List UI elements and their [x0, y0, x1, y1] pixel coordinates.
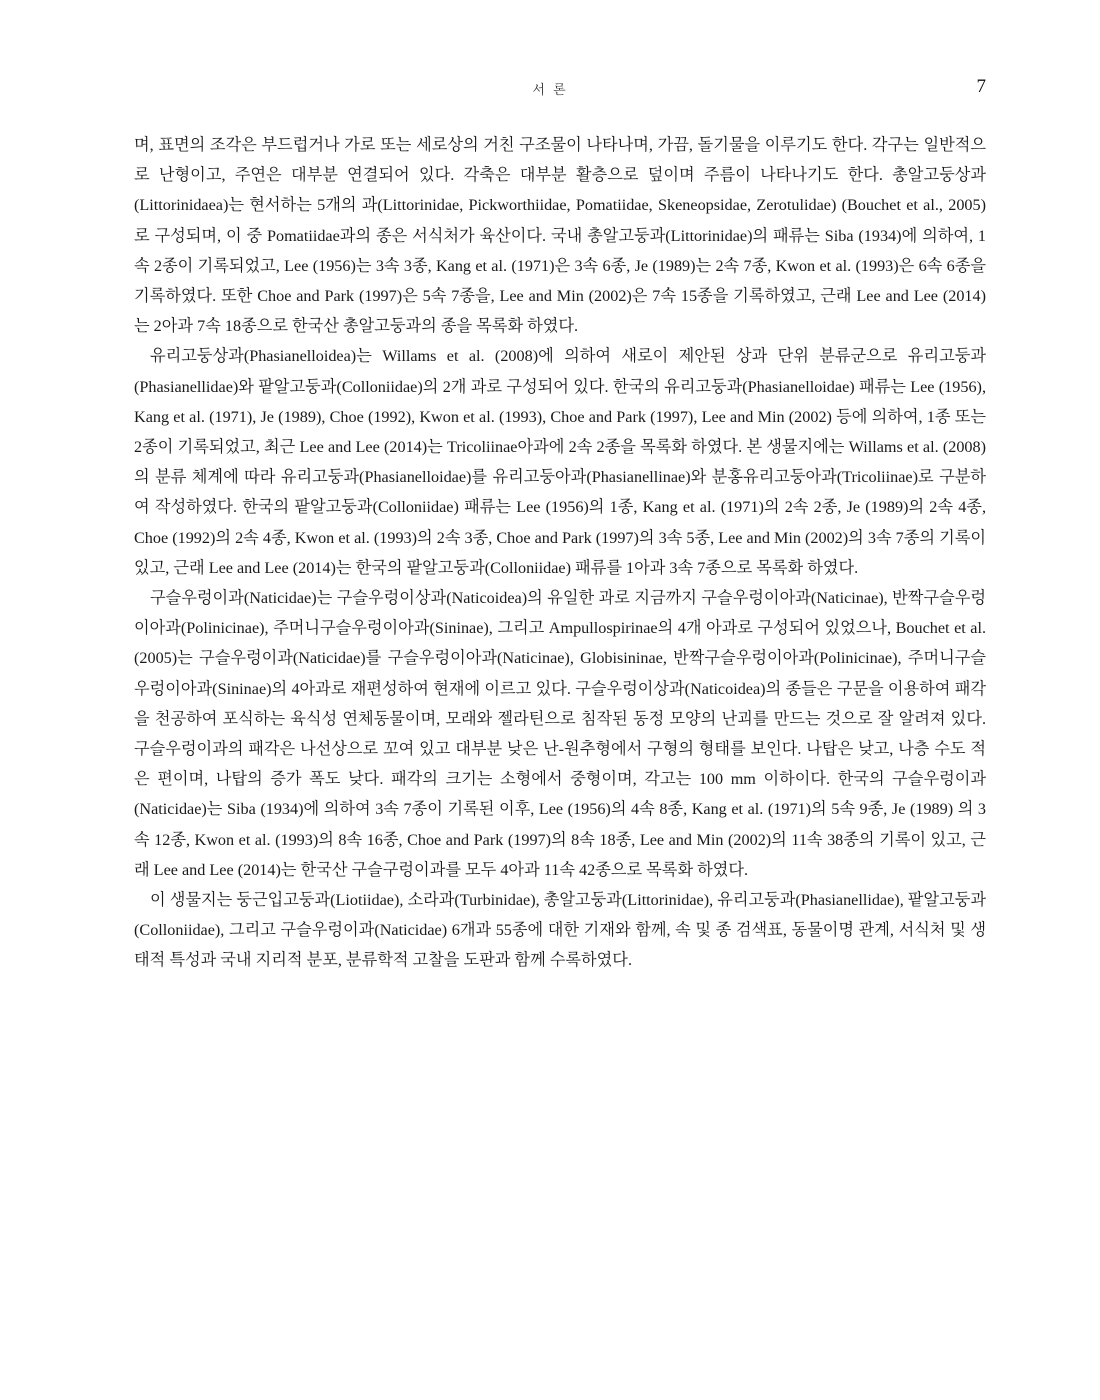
running-head: 서 론 — [532, 83, 568, 98]
page-number: 7 — [976, 76, 986, 97]
paragraph-1: 며, 표면의 조각은 부드럽거나 가로 또는 세로상의 거친 구조물이 나타나며, 가끔, 돌기물을 이루기도 한다. 각구는 일반적으로 난형이고, 주연은 대부분 연결되어 있다. 각축은 대부분 활층으로 덮이며 주름이 나타나기도 한다. 총알고둥상과(Littorinidaea)는 현서하는 5개의 과(Littorinidae, Pickworthiidae, Pomatiidae, Skeneopsidae, Zerotulidae) (Bouchet et al., 2005)로 구성되며, 이 중 Pomatiidae과의 종은 서식처가 육산이다. 국내 총알고둥과(Littorinidae)의 패류는 Siba (1934)에 의하여, 1속 2종이 기록되었고, Lee (1956)는 3속 3종, Kang et al. (1971)은 3속 6종, Je (1989)는 2속 7종, Kwon et al. (1993)은 6속 6종을 기록하였다. 또한 Choe and Park (1997)은 5속 7종을, Lee and Min (2002)은 7속 15종을 기록하였고, 근래 Lee and Lee (2014)는 2아과 7속 18종으로 한국산 총알고둥과의 종을 목록화 하였다. — [134, 136, 986, 336]
body-text — [134, 130, 986, 976]
paragraph-2: 유리고둥상과(Phasianelloidea)는 Willams et al. (2008)에 의하여 새로이 제안된 상과 단위 분류군으로 유리고둥과(Phasianellidae)와 팥알고둥과(Colloniidae)의 2개 과로 구성되어 있다. 한국의 유리고둥과(Phasianelloidae) 패류는 Lee (1956), Kang et al. (1971), Je (1989), Choe (1992), Kwon et al. (1993), Choe and Park (1997), Lee and Min (2002) 등에 의하여, 1종 또는 2종이 기록되었고, 최근 Lee and Lee (2014)는 Tricoliinae아과에 2속 2종을 목록화 하였다. 본 생물지에는 Willams et al. (2008)의 분류 체계에 따라 유리고둥과(Phasianelloidae)를 유리고둥아과(Phasianellinae)와 분홍유리고둥아과(Tricoliinae)로 구분하여 작성하였다. 한국의 팥알고둥과(Colloniidae) 패류는 Lee (1956)의 1종, Kang et al. (1971)의 2속 2종, Je (1989)의 2속 4종, Choe (1992)의 2속 4종, Kwon et al. (1993)의 2속 3종, Choe and Park (1997)의 3속 5종, Lee and Min (2002)의 3속 7종의 기록이 있고, 근래 Lee and Lee (2014)는 한국의 팥알고둥과(Colloniidae) 패류를 1아과 3속 7종으로 목록화 하였다. — [134, 347, 986, 577]
paragraph-4: 이 생물지는 둥근입고둥과(Liotiidae), 소라과(Turbinidae), 총알고둥과(Littorinidae), 유리고둥과(Phasianellidae), 팥알고둥과(Colloniidae), 그리고 구슬우렁이과(Naticidae) 6개과 55종에 대한 기재와 함께, 속 및 종 검색표, 동물이명 관계, 서식처 및 생태적 특성과 국내 지리적 분포, 분류학적 고찰을 도판과 함께 수록하였다. — [134, 891, 986, 970]
paragraph-3: 구슬우렁이과(Naticidae)는 구슬우렁이상과(Naticoidea)의 유일한 과로 지금까지 구슬우렁이아과(Naticinae), 반짝구슬우렁이아과(Polinicinae), 주머니구슬우렁이아과(Sininae), 그리고 Ampullospirinae의 4개 아과로 구성되어 있었으나, Bouchet et al. (2005)는 구슬우렁이과(Naticidae)를 구슬우렁이아과(Naticinae), Globisininae, 반짝구슬우렁이아과(Polinicinae), 주머니구슬우렁이아과(Sininae)의 4아과로 재편성하여 현재에 이르고 있다. 구슬우렁이상과(Naticoidea)의 종들은 구문을 이용하여 패각을 천공하여 포식하는 육식성 연체동물이며, 모래와 젤라틴으로 침작된 동정 모양의 난괴를 만드는 것으로 잘 알려져 있다. 구슬우렁이과의 패각은 나선상으로 꼬여 있고 대부분 낮은 난-원추형에서 구형의 형태를 보인다. 나탑은 낮고, 나층 수도 적은 편이며, 나탑의 증가 폭도 낮다. 패각의 크기는 소형에서 중형이며, 각고는 100 mm 이하이다. 한국의 구슬우렁이과(Naticidae)는 Siba (1934)에 의하여 3속 7종이 기록된 이후, Lee (1956)의 4속 8종, Kang et al. (1971)의 5속 9종, Je (1989) 의 3속 12종, Kwon et al. (1993)의 8속 16종, Choe and Park (1997)의 8속 18종, Lee and Min (2002)의 11속 38종의 기록이 있고, 근래 Lee and Lee (2014)는 한국산 구슬구렁이과를 모두 4아과 11속 42종으로 목록화 하였다. — [134, 589, 986, 879]
